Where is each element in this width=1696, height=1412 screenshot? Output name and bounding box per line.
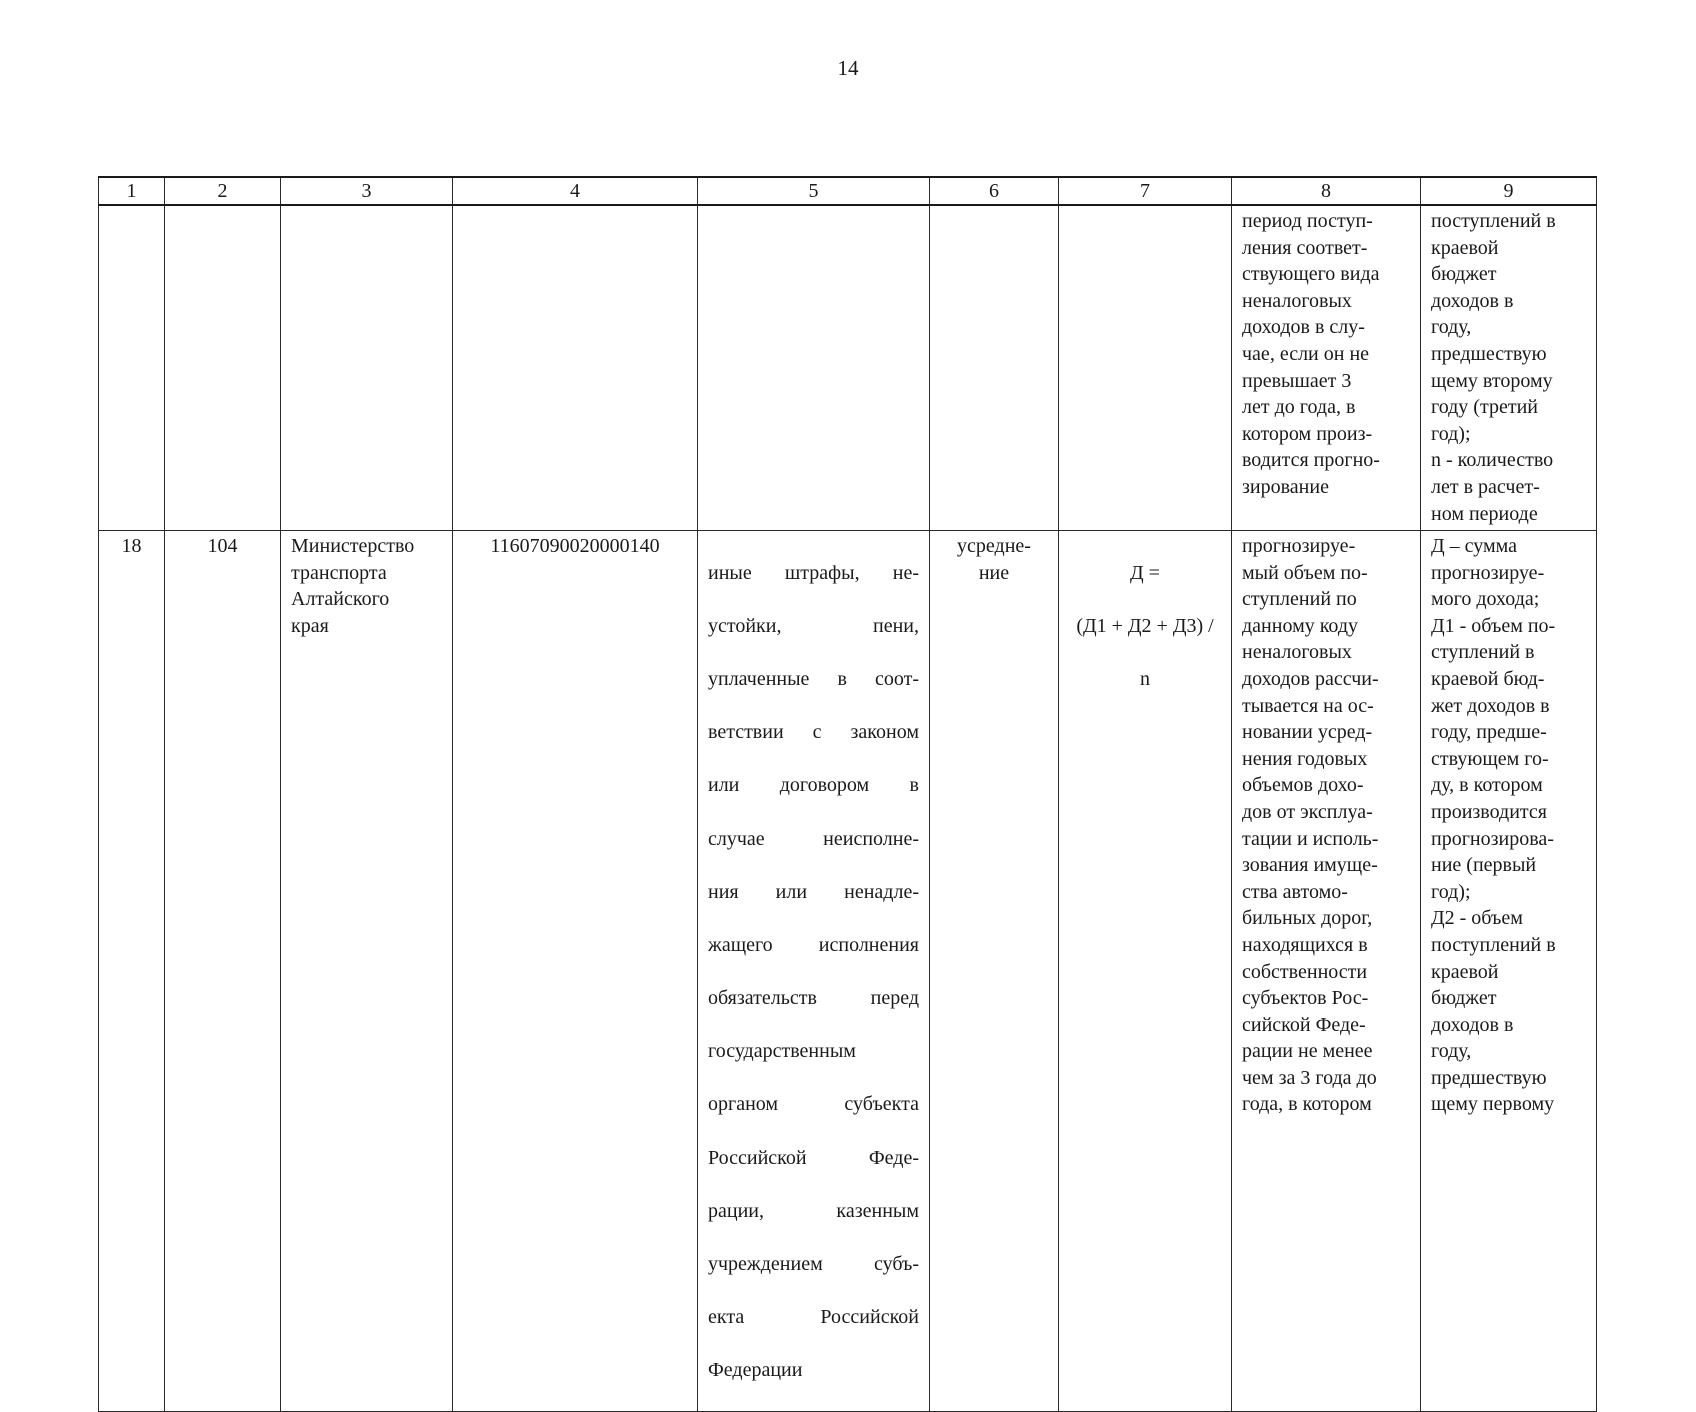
forecast-period-note: период поступ- ления соответ- ствующего вида неналоговых доходов в слу- чае, если он не превышает 3 лет до года, в котором произ- водится прогно- зирование: [1232, 205, 1421, 531]
forecast-method: усредне- ние: [930, 531, 1059, 1412]
table-row-continuation: [99, 205, 1597, 531]
table-cell: [165, 205, 281, 531]
description-line: или договором в: [708, 774, 919, 797]
table-cell: [698, 205, 930, 531]
column-header: 1: [99, 177, 165, 205]
table-cell: [453, 205, 698, 531]
page-number: 14: [837, 56, 859, 80]
description-line: обязательств перед: [708, 987, 919, 1010]
description-line: органом субъекта: [708, 1093, 919, 1116]
description-line: ветствии с законом: [708, 721, 919, 744]
table-cell: [930, 205, 1059, 531]
forecast-algorithm: прогнозируе- мый объем по- ступлений по данному коду неналоговых доходов рассчи- тывается на ос- новании усред- нения годовых объемов дохо- дов от эксплуа- тации и исполь- зования имуще- ства автомо- бильных дорог, находящихся в собственности субъектов Рос- сийской Феде- рации не менее чем за 3 года до года, в котором: [1232, 531, 1421, 1412]
formula-line: Д =: [1130, 561, 1160, 584]
description-line: ния или ненадле-: [708, 880, 919, 903]
table-cell: [99, 205, 165, 531]
column-header: 4: [453, 177, 698, 205]
column-header: 5: [698, 177, 930, 205]
description-line: случае неисполне-: [708, 827, 919, 850]
column-header: 2: [165, 177, 281, 205]
column-header: 7: [1059, 177, 1232, 205]
formula-line: (Д1 + Д2 + Д3) /: [1076, 614, 1214, 637]
formula-legend: Д – сумма прогнозируе- мого дохода; Д1 - объем по- ступлений в краевой бюд- жет доходов в году, предше- ствующем го- ду, в котором производится прогнозирова- ние (первый год); Д2 - объем поступлений в краевой бюджет доходов в году, предшествую щему первому: [1421, 531, 1597, 1412]
revenue-type-description: [698, 531, 930, 1412]
table-cell: [281, 205, 453, 531]
description-line: государственным: [708, 1040, 856, 1063]
column-header: 9: [1421, 177, 1597, 205]
description-line: екта Российской: [708, 1306, 919, 1329]
administrator-name: Министерство транспорта Алтайского края: [281, 531, 453, 1412]
revenue-forecast-table: [98, 176, 1597, 1412]
description-line: Российской Феде-: [708, 1146, 919, 1169]
description-line: уплаченные в соот-: [708, 667, 919, 690]
row-number: 18: [99, 531, 165, 1412]
description-line: рации, казенным: [708, 1199, 919, 1222]
table-header-row: [99, 177, 1597, 205]
description-line: жащего исполнения: [708, 933, 919, 956]
formula-legend-continued: поступлений в краевой бюджет доходов в году, предшествую щему второму году (третий год); n - количество лет в расчет- ном периоде: [1421, 205, 1597, 531]
column-header: 6: [930, 177, 1059, 205]
column-header: 8: [1232, 177, 1421, 205]
budget-classification-code: 11607090020000140: [453, 531, 698, 1412]
description-line: устойки, пени,: [708, 614, 919, 637]
forecast-formula: [1059, 531, 1232, 1412]
administrator-code: 104: [165, 531, 281, 1412]
column-header: 3: [281, 177, 453, 205]
table-cell: [1059, 205, 1232, 531]
table-row-18: [99, 531, 1597, 1412]
description-line: иные штрафы, не-: [708, 561, 919, 584]
description-line: учреждением субъ-: [708, 1253, 919, 1276]
formula-line: n: [1140, 667, 1150, 690]
description-line: Федерации: [708, 1359, 803, 1382]
